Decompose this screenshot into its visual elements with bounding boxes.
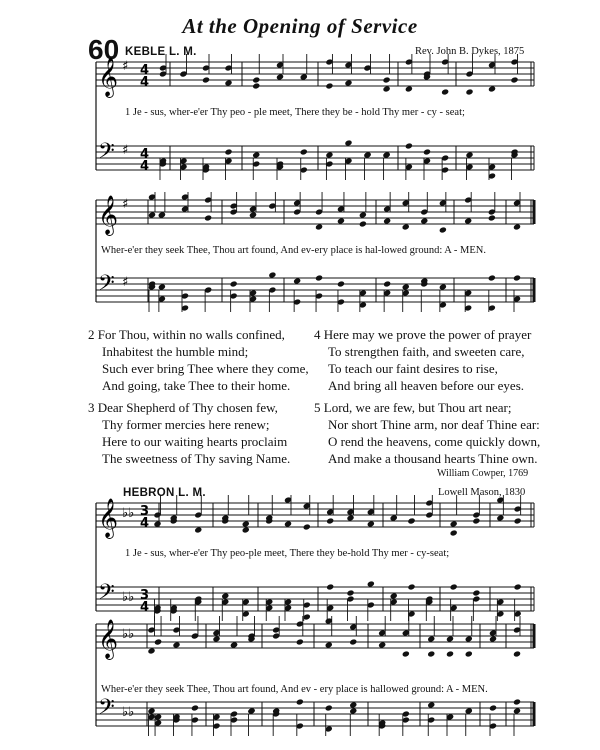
note-head	[325, 704, 333, 711]
note-head	[439, 283, 447, 290]
note-head	[446, 635, 454, 642]
verse-line: Here to our waiting hearts proclaim	[102, 434, 288, 449]
note-head	[147, 647, 155, 654]
note-head	[252, 82, 260, 89]
verse-line: 2 For Thou, within no walls confined,	[88, 327, 285, 342]
note-head	[230, 280, 238, 287]
note-head	[326, 517, 334, 524]
note-head	[363, 151, 371, 158]
verse-line: Nor short Thine arm, nor deaf Thine ear:	[328, 417, 540, 432]
note-head	[346, 514, 354, 521]
note-head	[154, 638, 162, 645]
verse-line: And bring all heaven before our eyes.	[328, 378, 525, 393]
verse-line: And going, take Thee to their home.	[102, 378, 291, 393]
bass-clef: 𝄢	[98, 139, 115, 169]
note-head	[407, 517, 415, 524]
note-head	[465, 707, 473, 714]
note-head	[249, 211, 257, 218]
note-head	[148, 211, 156, 218]
note-head	[513, 698, 521, 705]
verse-line: To teach our faint desires to rise,	[328, 361, 498, 376]
note-head	[405, 85, 413, 92]
note-head	[194, 526, 202, 533]
note-head	[513, 707, 521, 714]
note-head	[204, 214, 212, 221]
note-head	[488, 274, 496, 281]
note-head	[252, 151, 260, 158]
verse-2	[88, 326, 309, 394]
key-signature: ♭♭	[122, 705, 135, 720]
lyrics-hebron-line1: 1 Je - sus, wher-e'er Thy peo-ple meet, There they be-hold Thy mer - cy-seat;	[125, 548, 450, 559]
bass-clef: 𝄢	[98, 695, 115, 725]
note-head	[510, 76, 518, 83]
note-head	[325, 151, 333, 158]
time-signature: 3	[140, 588, 150, 603]
note-head	[489, 704, 497, 711]
note-head	[402, 283, 410, 290]
note-head	[172, 641, 180, 648]
verse-line: And make a thousand hearts Thine own.	[328, 451, 538, 466]
note-head	[315, 223, 323, 230]
note-head	[472, 589, 480, 596]
note-head	[465, 635, 473, 642]
hymn-number: 60	[88, 34, 120, 65]
note-head	[315, 274, 323, 281]
note-head	[405, 142, 413, 149]
note-head	[407, 583, 415, 590]
note-head	[349, 701, 357, 708]
key-signature: ♯	[122, 59, 129, 74]
note-head	[158, 211, 166, 218]
bass-clef: 𝄢	[98, 580, 115, 610]
note-head	[221, 592, 229, 599]
note-head	[402, 650, 410, 657]
note-head	[325, 641, 333, 648]
note-head	[359, 211, 367, 218]
note-head	[513, 223, 521, 230]
note-head	[441, 88, 449, 95]
note-head	[344, 79, 352, 86]
note-head	[514, 583, 522, 590]
time-signature: 4	[140, 75, 150, 90]
verse-line: 5 Lord, we are few, but Thou art near;	[314, 400, 512, 415]
note-head	[296, 698, 304, 705]
note-head	[465, 151, 473, 158]
time-signature: 3	[140, 504, 150, 519]
treble-clef: 𝄞	[98, 498, 119, 538]
verse-line: O rend the heavens, come quickly down,	[328, 434, 541, 449]
note-head	[390, 514, 398, 521]
note-head	[202, 76, 210, 83]
bass-clef: 𝄢	[98, 271, 115, 301]
note-head	[450, 520, 458, 527]
note-head	[242, 526, 250, 533]
note-head	[427, 650, 435, 657]
time-signature: 4	[140, 147, 150, 162]
verse-line: Such ever bring Thee where they come,	[102, 361, 309, 376]
note-head	[158, 283, 166, 290]
time-signature: 4	[140, 516, 150, 531]
note-head	[346, 589, 354, 596]
key-signature: ♭♭	[122, 590, 135, 605]
note-head	[300, 148, 308, 155]
verse-line: To strengthen faith, and sweeten care,	[328, 344, 525, 359]
verse-5	[314, 399, 540, 467]
composer-credit-hebron: Lowell Mason, 1830	[438, 487, 526, 498]
verse-3	[88, 399, 290, 467]
note-head	[383, 76, 391, 83]
page-title: At the Opening of Service	[182, 14, 418, 38]
note-head	[212, 635, 220, 642]
note-head	[147, 707, 155, 714]
note-head	[450, 529, 458, 536]
note-head	[513, 650, 521, 657]
note-head	[230, 641, 238, 648]
note-head	[326, 583, 334, 590]
time-signature: 4	[140, 159, 150, 174]
note-head	[488, 85, 496, 92]
key-signature: ♯	[122, 275, 129, 290]
note-head	[224, 148, 232, 155]
note-head	[390, 592, 398, 599]
note-head	[439, 226, 447, 233]
verse-line: Thy former mercies here renew;	[102, 417, 270, 432]
note-head	[252, 76, 260, 83]
note-head	[224, 79, 232, 86]
note-head	[293, 277, 301, 284]
lyrics-hebron-line2: Wher-e'er they seek Thee, Thou art found, And ev - ery place is hallowed ground: A - MEN.	[101, 684, 488, 695]
key-signature: ♯	[122, 197, 129, 212]
key-signature: ♭♭	[122, 627, 135, 642]
note-head	[489, 635, 497, 642]
note-head	[268, 271, 276, 278]
note-head	[383, 217, 391, 224]
note-head	[465, 88, 473, 95]
treble-clef: 𝄞	[98, 619, 119, 659]
note-head	[383, 151, 391, 158]
note-head	[349, 638, 357, 645]
note-head	[383, 85, 391, 92]
time-signature: 4	[140, 600, 150, 615]
verse-line: 3 Dear Shepherd of Thy chosen few,	[88, 400, 278, 415]
note-head	[450, 583, 458, 590]
note-head	[402, 223, 410, 230]
time-signature: 4	[140, 63, 150, 78]
note-head	[344, 139, 352, 146]
note-head	[464, 217, 472, 224]
note-head	[367, 520, 375, 527]
note-head	[423, 148, 431, 155]
note-head	[446, 650, 454, 657]
note-head	[359, 220, 367, 227]
note-head	[383, 280, 391, 287]
note-head	[465, 650, 473, 657]
note-head	[325, 82, 333, 89]
note-head	[296, 638, 304, 645]
note-head	[153, 520, 161, 527]
note-head	[472, 517, 480, 524]
note-head	[420, 217, 428, 224]
note-head	[247, 707, 255, 714]
verse-line: Inhabitest the humble mind;	[102, 344, 249, 359]
composer-credit-keble: Rev. John B. Dykes, 1875	[415, 46, 525, 57]
note-head	[242, 520, 250, 527]
note-head	[284, 520, 292, 527]
verse-line: 4 Here may we prove the power of prayer	[314, 327, 532, 342]
verse-4	[314, 326, 531, 394]
verse-line: The sweetness of Thy saving Name.	[102, 451, 291, 466]
tune-name-hebron: HEBRON L. M.	[123, 487, 206, 499]
note-head	[337, 217, 345, 224]
treble-clef: 𝄞	[98, 195, 119, 235]
note-head	[191, 704, 199, 711]
treble-clef: 𝄞	[98, 57, 119, 97]
note-head	[427, 635, 435, 642]
note-head	[496, 514, 504, 521]
note-head	[514, 517, 522, 524]
author-credit: William Cowper, 1769	[437, 468, 529, 479]
note-head	[337, 280, 345, 287]
note-head	[367, 580, 375, 587]
key-signature: ♯	[122, 143, 129, 158]
key-signature: ♭♭	[122, 506, 135, 521]
note-head	[513, 274, 521, 281]
note-head	[303, 523, 311, 530]
note-head	[488, 214, 496, 221]
tune-name-keble: KEBLE L. M.	[125, 46, 197, 58]
note-head	[349, 707, 357, 714]
note-head	[378, 641, 386, 648]
note-head	[276, 73, 284, 80]
lyrics-keble-line1: 1 Je - sus, wher-e'er Thy peo - ple meet, There they be - hold Thy mer - cy - seat;	[125, 107, 465, 118]
lyrics-keble-line2: Wher-e'er they seek Thee, Thou art found, And ev-ery place is hal-lowed ground: A - MEN.	[101, 245, 487, 256]
note-head	[427, 701, 435, 708]
note-head	[300, 73, 308, 80]
